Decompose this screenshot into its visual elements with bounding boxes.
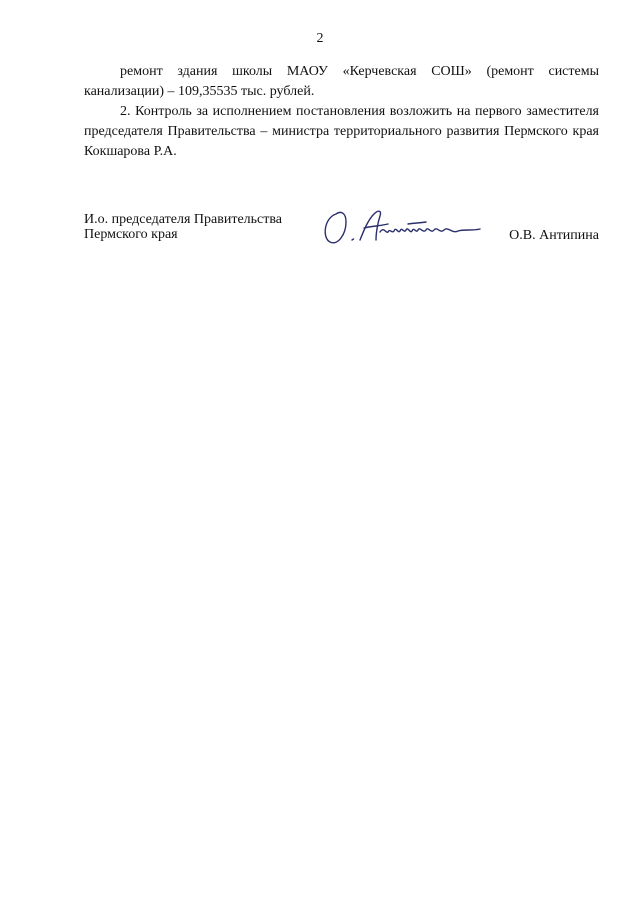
signature-block: [84, 212, 599, 252]
signer-title-line-2: Пермского края: [84, 227, 178, 242]
signer-title: [84, 212, 324, 242]
document-body: [84, 62, 599, 162]
paragraph-continuation: ремонт здания школы МАОУ «Керчевская СОШ» (ремонт системы канализации) – 109,35535 тыс. рублей.: [84, 64, 599, 99]
signer-title-line-1: И.о. председателя Правительства: [84, 212, 283, 227]
signer-name: О.В. Антипина: [509, 228, 599, 243]
paragraph-control-clause: 2. Контроль за исполнением постановления возложить на первого заместителя председателя Правительства – министра территориального развития Пермского края Кокшарова Р.А.: [84, 104, 599, 159]
handwritten-signature: [320, 204, 490, 250]
page-number: 2: [316, 31, 324, 46]
